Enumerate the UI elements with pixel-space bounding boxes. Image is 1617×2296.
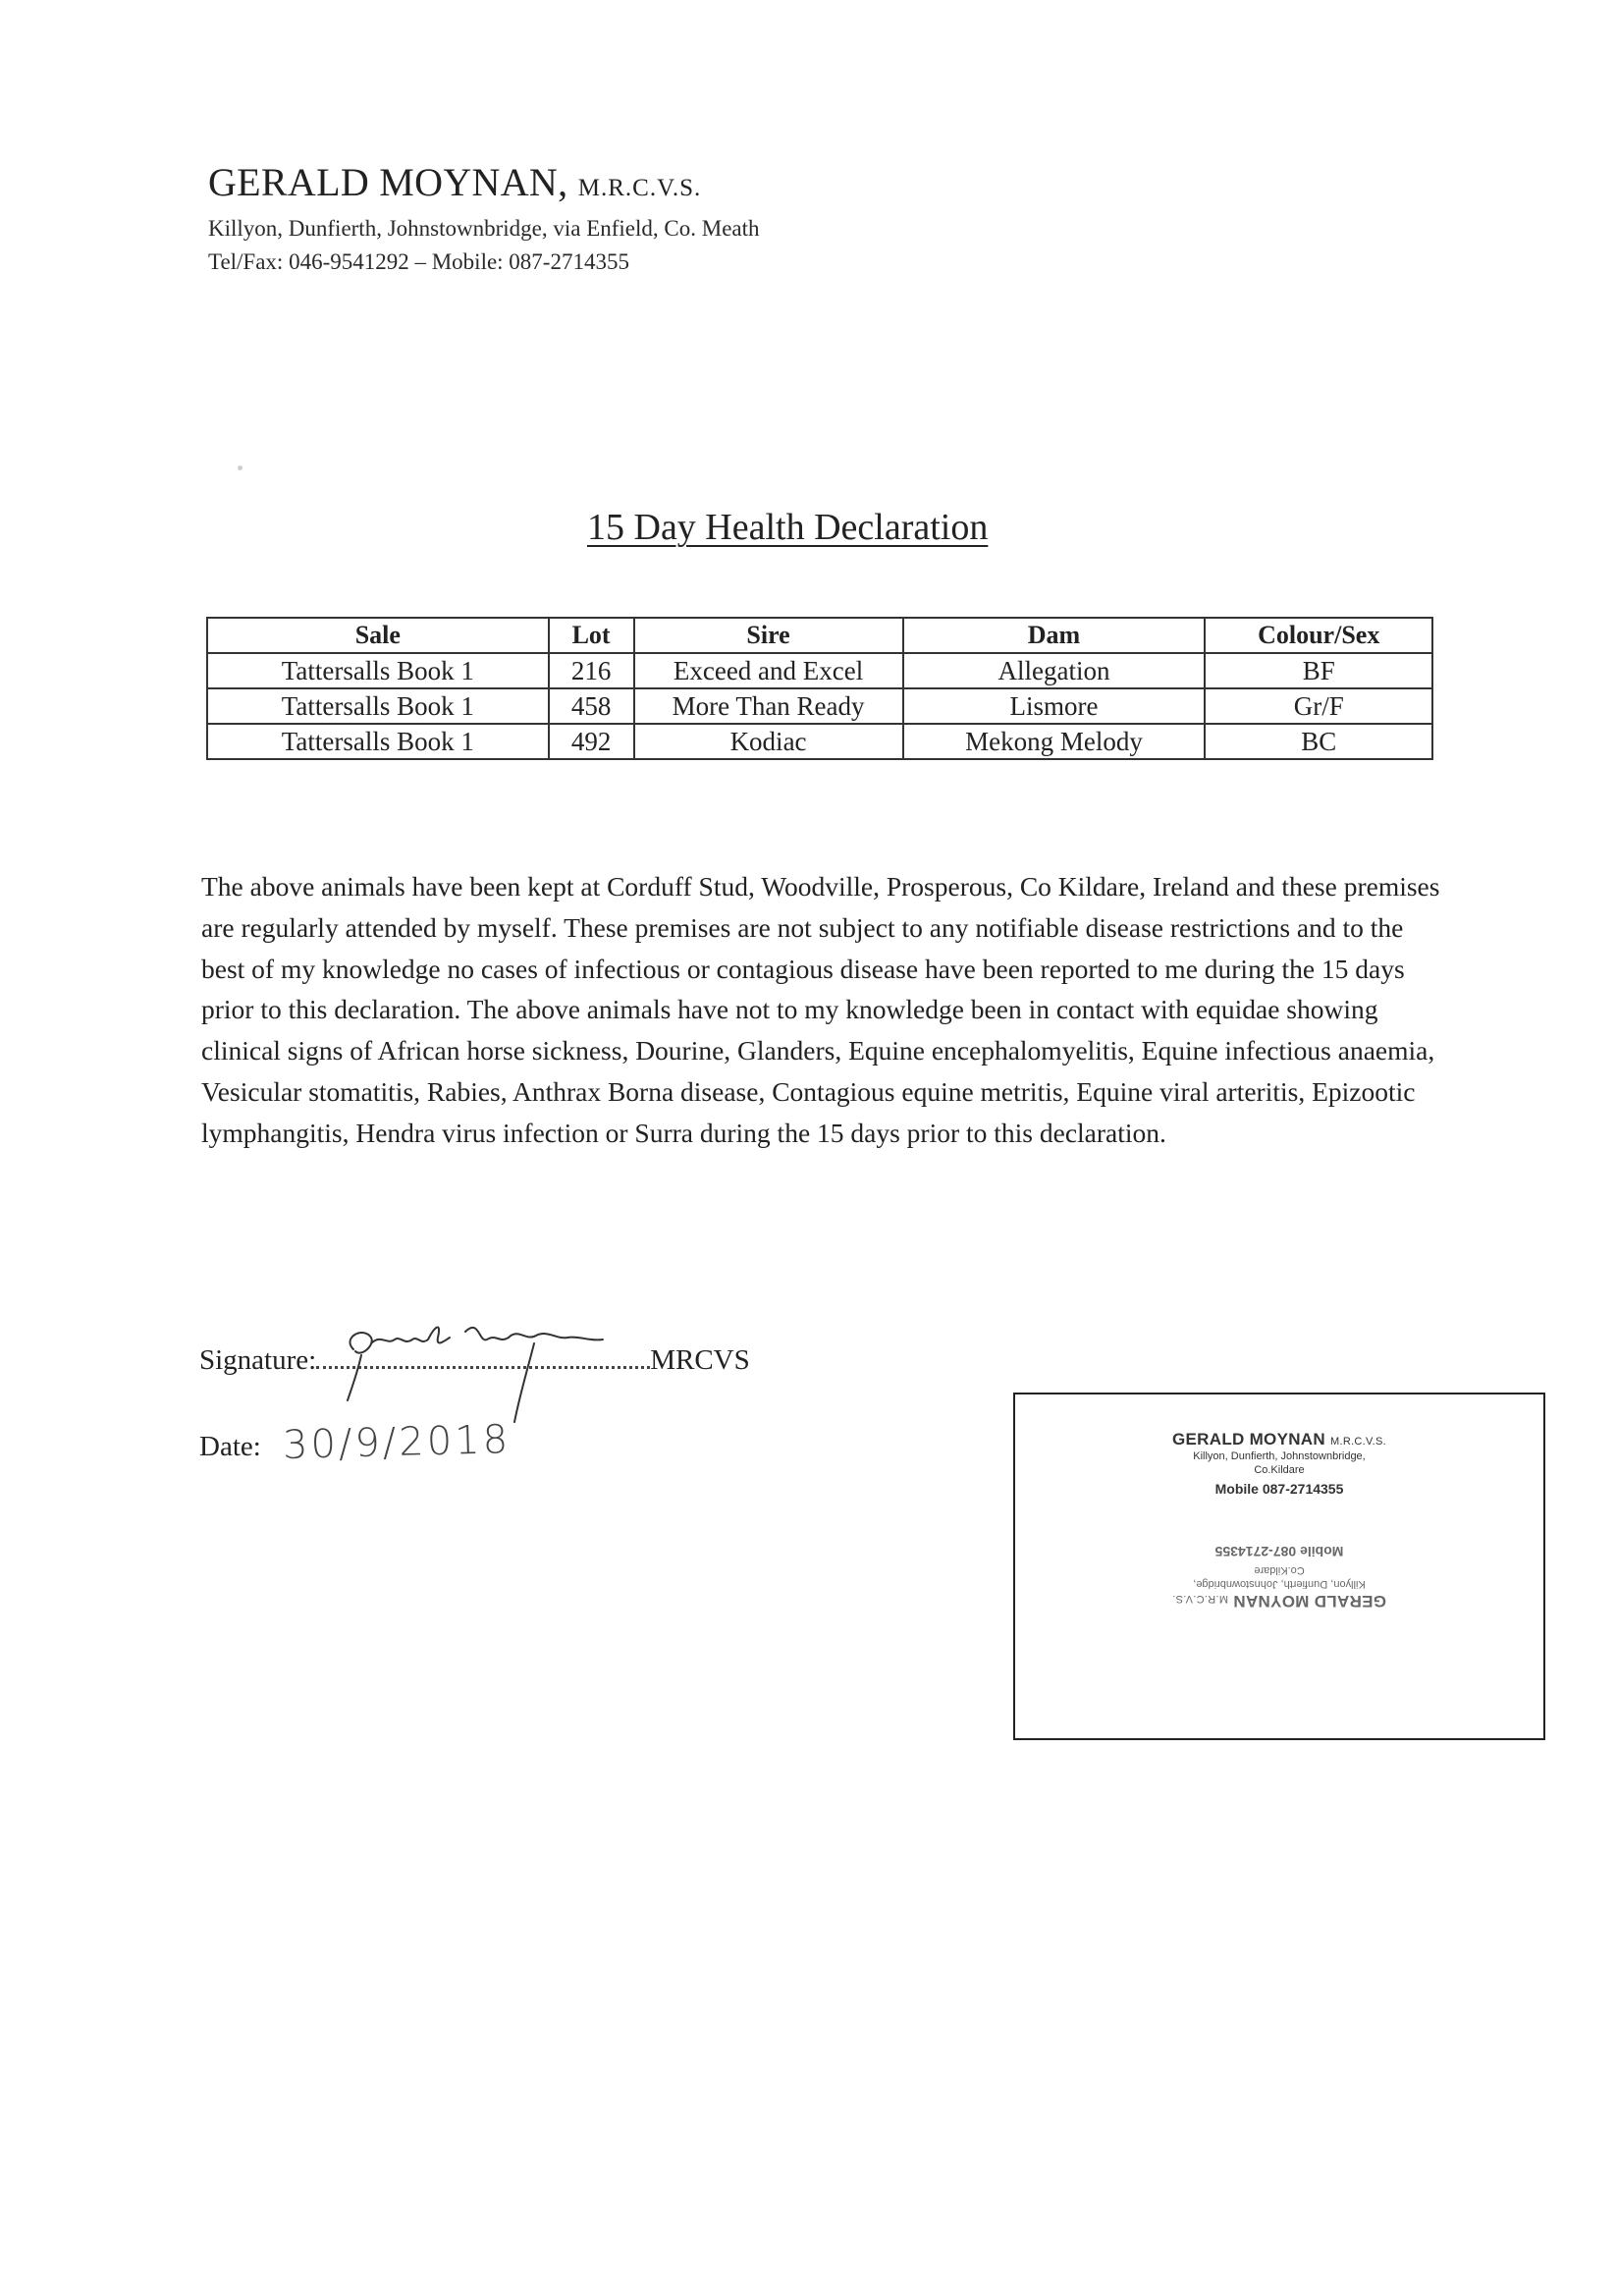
date-line (199, 1418, 750, 1467)
date-label: Date: (199, 1431, 261, 1462)
lots-table (206, 617, 1433, 760)
stamp-name-line (1015, 1430, 1543, 1449)
stamp-mobile: Mobile 087-2714355 (1214, 1481, 1344, 1497)
statement-text: The above animals have been kept at Corduff Stud, Woodville, Prosperous, Co Kildare, Ireland and these premises are regularly attended by myself. These premises are not subject to any notifiable disease restrictions and to the best of my knowledge no cases of infectious or contagious disease have been reported to me during the 15 days prior to this declaration. The above animals have not to my knowledge been in contact with equidae showing clinical signs of African horse sickness, Dourine, Glanders, Equine encephalomyelitis, Equine infectious anaemia, Vesicular stomatitis, Rabies, Anthrax Borna disease, Contagious equine metritis, Equine viral arteritis, Epizootic lymphangitis, Hendra virus infection or Surra during the 15 days prior to this declaration. (201, 871, 1440, 1148)
cell-sale: Tattersalls Book 1 (207, 653, 549, 688)
stamp-address-line2-inverted: Co.Kildare (1254, 1564, 1305, 1576)
cell-colour-sex: Gr/F (1205, 688, 1432, 724)
letterhead-contact: Tel/Fax: 046-9541292 – Mobile: 087-2714355 (208, 249, 629, 274)
stamp-address-line2: Co.Kildare (1254, 1464, 1305, 1476)
cell-sale: Tattersalls Book 1 (207, 688, 549, 724)
cell-lot: 216 (549, 653, 634, 688)
cell-lot: 492 (549, 724, 634, 759)
cell-dam: Allegation (903, 653, 1206, 688)
stamp-address-line1-inverted: Killyon, Dunfierth, Johnstownbridge, (1193, 1578, 1366, 1590)
stamp-name-inverted: GERALD MOYNAN (1233, 1592, 1386, 1611)
signature-line (199, 1336, 750, 1385)
cell-sire: Exceed and Excel (634, 653, 903, 688)
table-row (207, 724, 1432, 759)
cell-dam: Mekong Melody (903, 724, 1206, 759)
header-colour-sex: Colour/Sex (1205, 618, 1432, 653)
stamp-qualifications: M.R.C.V.S. (1330, 1436, 1386, 1448)
header-sale: Sale (207, 618, 549, 653)
vet-qualifications: M.R.C.V.S. (577, 175, 702, 201)
cell-sire: More Than Ready (634, 688, 903, 724)
stamp-name-line-inverted (1015, 1591, 1543, 1611)
vet-stamp-box (1013, 1393, 1545, 1740)
header-dam: Dam (903, 618, 1206, 653)
cell-lot: 458 (549, 688, 634, 724)
cell-sire: Kodiac (634, 724, 903, 759)
stamp-name: GERALD MOYNAN (1172, 1430, 1325, 1449)
vet-stamp-inverted (1015, 1544, 1543, 1611)
handwritten-date: 30/9/2018 (282, 1416, 512, 1469)
table-row (207, 688, 1432, 724)
vet-stamp (1015, 1430, 1543, 1497)
table-row (207, 653, 1432, 688)
signature-block (199, 1336, 750, 1467)
header-sire: Sire (634, 618, 903, 653)
handwritten-signature-graphic (332, 1298, 705, 1436)
table-header-row (207, 618, 1432, 653)
cell-dam: Lismore (903, 688, 1206, 724)
stamp-address-line1: Killyon, Dunfierth, Johnstownbridge, (1193, 1450, 1366, 1462)
vet-name: GERALD MOYNAN, (208, 160, 568, 204)
signature-suffix: MRCVS (650, 1344, 750, 1376)
signature-label: Signature: (199, 1344, 317, 1376)
cell-sale: Tattersalls Book 1 (207, 724, 549, 759)
header-lot: Lot (549, 618, 634, 653)
document-title: 15 Day Health Declaration (587, 507, 989, 548)
letterhead (208, 159, 760, 279)
cell-colour-sex: BF (1205, 653, 1432, 688)
scan-speck (238, 465, 243, 470)
stamp-qualifications-inverted: M.R.C.V.S. (1172, 1593, 1228, 1605)
cell-colour-sex: BC (1205, 724, 1432, 759)
letterhead-address: Killyon, Dunfierth, Johnstownbridge, via Enfield, Co. Meath (208, 216, 760, 241)
declaration-statement (201, 866, 1443, 1154)
letterhead-name (208, 159, 760, 212)
stamp-mobile-inverted: Mobile 087-2714355 (1214, 1544, 1344, 1559)
